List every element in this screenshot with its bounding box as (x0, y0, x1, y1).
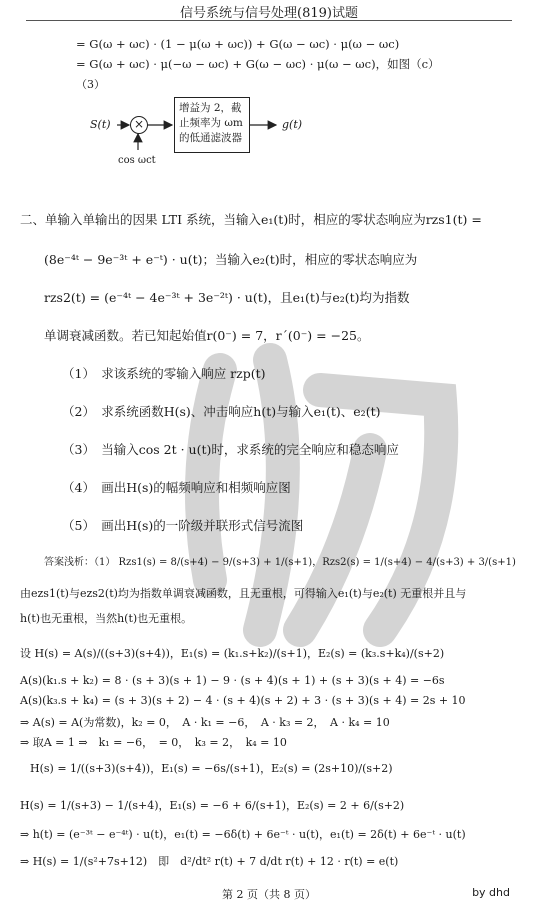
q2-line-1: 二、单输入单输出的因果 LTI 系统，当输入e₁(t)时，相应的零状态响应为rzs1(t) = (20, 212, 482, 227)
ans-line-7: ⇒ A(s) = A(为常数)，k₂ = 0， A · k₁ = −6， A · k₃ = 2， A · k₄ = 10 (20, 716, 390, 729)
ans-line-4: 设 H(s) = A(s)/((s+3)(s+4))，E₁(s) = (k₁.s+k₂)/(s+1)，E₂(s) = (k₃.s+k₄)/(s+2) (20, 647, 445, 660)
diagram-input-label: S(t) (90, 118, 111, 131)
ans-line-6: A(s)(k₃.s + k₄) = (s + 3)(s + 2) − 4 · (s + 4)(s + 2) + 3 · (s + 3)(s + 4) = 2s + 10 (20, 694, 466, 707)
ans-line-11: ⇒ h(t) = (e⁻³ᵗ − e⁻⁴ᵗ) · u(t)，e₁(t) = −6δ(t) + 6e⁻ᵗ · u(t)，e₁(t) = 2δ(t) + 6e⁻ᵗ · u(t) (20, 828, 466, 841)
page-header: 信号系统与信号处理(819)试题 (180, 6, 358, 21)
carrier-label: cos ωct (118, 155, 156, 166)
q2-line-3: rzs2(t) = (e⁻⁴ᵗ − 4e⁻³ᵗ + 3e⁻²ᵗ) · u(t)，且e₁(t)与e₂(t)均为指数 (44, 290, 410, 305)
part-3-label: （3） (76, 78, 105, 91)
q2-line-2: (8e⁻⁴ᵗ − 9e⁻³ᵗ + e⁻ᵗ) · u(t)；当输入e₂(t)时，相应的零状态响应为 (44, 252, 418, 267)
lowpass-filter-box: 增益为 2，截止频率为 ωm 的低通滤波器 (174, 97, 250, 153)
ans-line-8: ⇒ 取A = 1 ⇒ k₁ = −6， = 0， k₃ = 2， k₄ = 10 (20, 736, 287, 749)
ans-line-3: h(t)也无重根，当然h(t)也无重根。 (20, 612, 193, 625)
multiplier-icon: × (130, 116, 148, 134)
q2-item-2: （2） 求系统函数H(s)、冲击响应h(t)与输入e₁(t)、e₂(t) (62, 404, 381, 419)
diagram-output-label: g(t) (282, 118, 303, 131)
ans-line-10: H(s) = 1/(s+3) − 1/(s+4)，E₁(s) = −6 + 6/(s+1)，E₂(s) = 2 + 6/(s+2) (20, 799, 405, 812)
page-number: 第 2 页（共 8 页） (222, 888, 316, 901)
author-byline: by dhd (472, 886, 510, 899)
ans-line-12: ⇒ H(s) = 1/(s²+7s+12) 即 d²/dt² r(t) + 7 d/dt r(t) + 12 · r(t) = e(t) (20, 855, 399, 868)
ans-line-1: 答案浅析：（1） Rzs1(s) = 8/(s+4) − 9/(s+3) + 1/(s+1)，Rzs2(s) = 1/(s+4) − 4/(s+3) + 3/(s+1) (44, 557, 516, 568)
q2-item-3: （3） 当输入cos 2t · u(t)时，求系统的完全响应和稳态响应 (62, 442, 399, 457)
ans-line-9: H(s) = 1/((s+3)(s+4))，E₁(s) = −6s/(s+1)，E₂(s) = (2s+10)/(s+2) (30, 762, 393, 775)
q2-item-4: （4） 画出H(s)的幅频响应和相频响应图 (62, 480, 291, 495)
diagram-arrows (0, 0, 538, 190)
ans-line-5: A(s)(k₁.s + k₂) = 8 · (s + 3)(s + 1) − 9 · (s + 4)(s + 1) + (s + 3)(s + 4) = −6s (20, 674, 445, 687)
eq-line-2: = G(ω + ωc) · μ(−ω − ωc) + G(ω − ωc) · μ(ω − ωc)，如图（c） (76, 57, 440, 71)
eq-line-1: = G(ω + ωc) · (1 − μ(ω + ωc)) + G(ω − ωc) · μ(ω − ωc) (76, 37, 400, 51)
q2-item-5: （5） 画出H(s)的一阶级并联形式信号流图 (62, 518, 304, 533)
q2-line-4: 单调衰减函数。若已知起始值r(0⁻) = 7，r´(0⁻) = −25。 (44, 328, 370, 343)
ans-line-2: 由ezs1(t)与ezs2(t)均为指数单调衰减函数，且无重根，可得输入e₁(t)与e₂(t) 无重根并且与 (20, 587, 467, 600)
q2-item-1: （1） 求该系统的零输入响应 rzp(t) (62, 366, 266, 381)
